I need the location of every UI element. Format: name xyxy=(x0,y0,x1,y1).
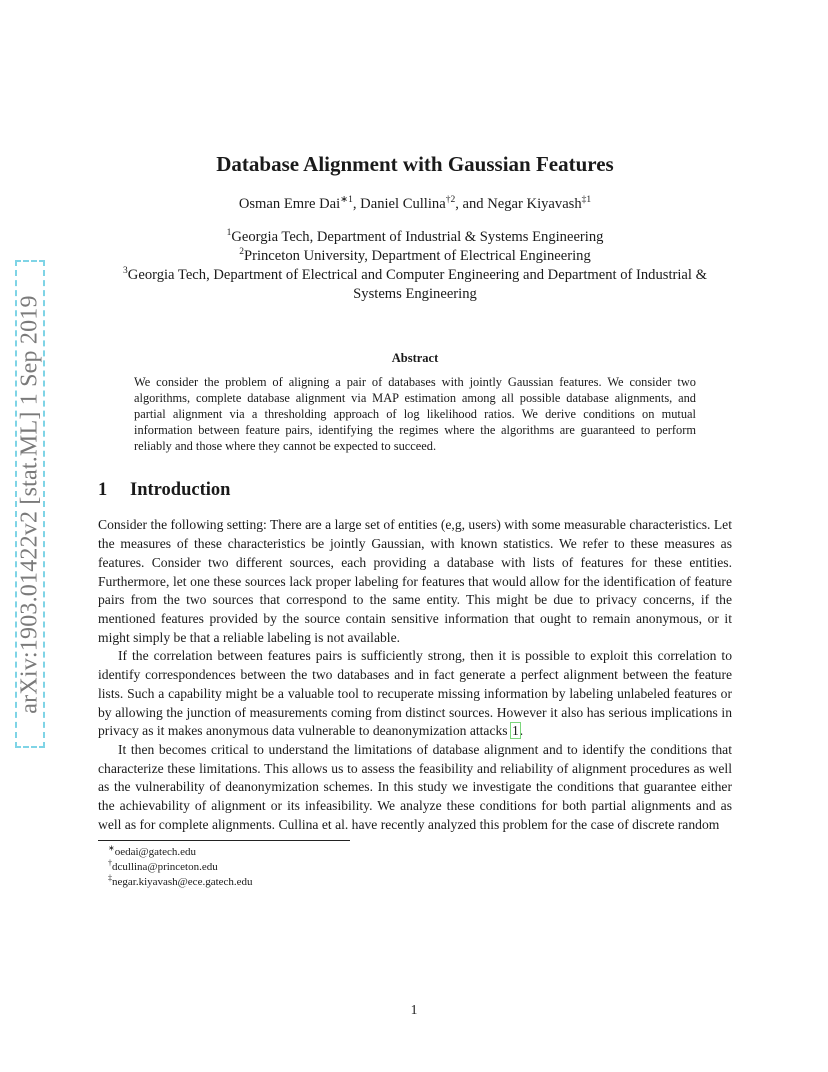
affiliation: $^1$Georgia Tech, Department of Industrial & Systems Engineering xyxy=(226,228,604,245)
author-name: Negar Kiyavash xyxy=(487,196,582,212)
citation-link[interactable]: 1 xyxy=(511,723,519,739)
paper-title: Database Alignment with Gaussian Features xyxy=(216,152,614,176)
author-name: Osman Emre Dai xyxy=(238,196,341,212)
body-paragraph: If the correlation between features pairs is sufficiently strong, then it is possible to exploit this correlation to identify correspondences between the two databases and in fact generate a perfect alignment between the feature lists. Such a capability might be a valuable tool to recuperate missing information by labeling unlabeled features or by allowing the junction of measurements coming from distinct sources. However it also has serious implications in privacy as it makes anonymous data vulnerable to deanonymization attacks 1. xyxy=(98,648,732,739)
footnote: ∗oedai@gatech.edu xyxy=(108,843,196,859)
body-paragraph: It then becomes critical to understand the limitations of database alignment and to identify the conditions that characterize these limitations. This allows us to assess the feasibility and reliability of alignment procedures as well as the vulnerability of deanonymization schemes. In this study we investigate the conditions that guarantee either the achievability of alignment or its infeasibility. We analyze these conditions for both partial alignments and as well as for complete alignments. Cullina et al. have recently analyzed this problem for the case of discrete random xyxy=(98,741,732,832)
page-number: 1 xyxy=(410,1002,418,1017)
abstract-text: We consider the problem of aligning a pair of databases with jointly Gaussian features. We consider two algorithms, complete database alignment via MAP estimation among all possible database alignments, and partial alignment via a thresholding approach of log likelihood ratios. We derive conditions on mutual information between feature pairs, identifying the regimes where the algorithms are guaranteed to perform reliably and those where they cannot be expected to succeed. xyxy=(134,375,696,454)
author-mark: †2 xyxy=(445,195,456,206)
footnote: †dcullina@princeton.edu xyxy=(108,858,218,874)
section-title: Introduction xyxy=(130,480,231,501)
affiliation-list xyxy=(98,228,732,304)
paper-page xyxy=(98,148,732,890)
body-paragraph: Consider the following setting: There are a large set of entities (e,g, users) with some measurable characteristics. Let the measures of these characteristics be jointly Gaussian, with known statistics. We refer to these measures as features. Consider two different sources, each providing a database with lists of features for these entities. Furthermore, let one these sources lack proper labeling for features that would allow for the identification of feature pairs from the two sources that correspond to the same entity. This might be due to privacy concerns, if the mentioned features provided by the source contain sensitive information that ought to remain anonymous, or it might simply be that a reliable labeling is not available. xyxy=(98,517,732,645)
footnote: ‡negar.kiyavash@ece.gatech.edu xyxy=(108,873,253,889)
abstract-heading: Abstract xyxy=(391,351,439,365)
section-number: 1 xyxy=(98,480,108,501)
author-name: Daniel Cullina xyxy=(360,196,446,212)
affiliation: $^3$Georgia Tech, Department of Electrical and Computer Engineering and Department of Industrial & Systems Engineering xyxy=(123,266,707,302)
arxiv-identifier: arXiv:1903.01422v2 [stat.ML] 1 Sep 2019 xyxy=(16,294,43,714)
author-mark: ‡1 xyxy=(581,195,592,206)
arxiv-identifier-stamp xyxy=(15,260,45,748)
footnote-divider xyxy=(98,840,350,841)
affiliation: $^2$Princeton University, Department of Electrical Engineering xyxy=(239,247,591,264)
author-mark: ∗1 xyxy=(340,195,353,206)
author-list: Osman Emre Dai$^{∗1}$, Daniel Cullina$^{\dagger 2}$, and Negar Kiyavash$^{\ddagger 1}$ xyxy=(238,195,592,212)
footnote-list xyxy=(98,845,732,890)
section-heading xyxy=(98,478,732,502)
